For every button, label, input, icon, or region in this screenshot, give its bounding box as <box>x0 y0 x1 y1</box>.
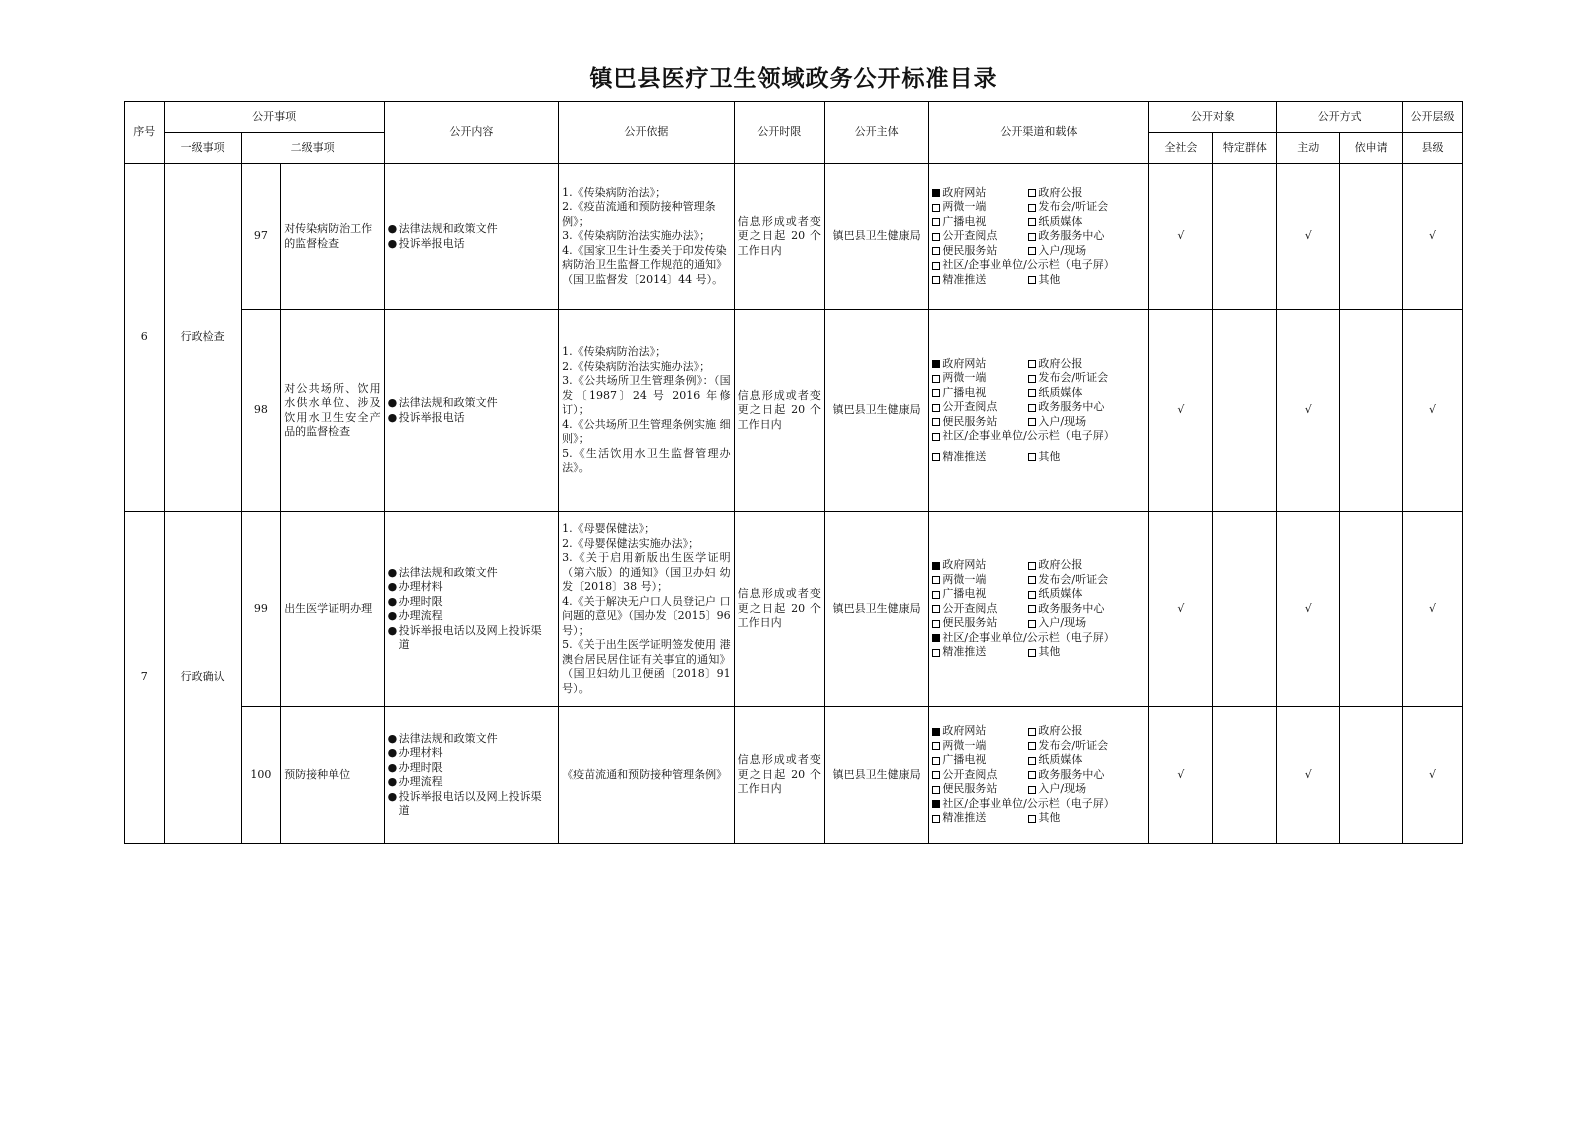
channel-checkbox: 入户/现场 <box>1028 616 1145 631</box>
channel-checkbox: 纸质媒体 <box>1028 215 1145 230</box>
header-matters: 公开事项 <box>164 102 384 133</box>
row-channels <box>929 707 1149 844</box>
row-county: √ <box>1403 707 1463 844</box>
row-all-society: √ <box>1149 512 1213 707</box>
channel-checkbox: 便民服务站 <box>932 782 1028 797</box>
checkbox-empty-icon <box>1028 360 1036 368</box>
checkbox-empty-icon <box>932 649 940 657</box>
basis-item: 2.《传染病防治法实施办法》； <box>562 359 711 373</box>
channel-checkbox: 政府公报 <box>1028 724 1145 739</box>
channel-checkbox: 发布会/听证会 <box>1028 200 1145 215</box>
page-title: 镇巴县医疗卫生领域政务公开标准目录 <box>589 65 998 92</box>
channel-checkbox: 精准推送 <box>932 273 1028 288</box>
basis-item: 3.《关于启用新版出生医学证明（第六版）的通知》（国卫办妇 幼发〔2018〕38 号）； <box>562 551 731 593</box>
row-basis <box>559 707 734 844</box>
row-number: 99 <box>241 512 281 707</box>
checkbox-empty-icon <box>1028 418 1036 426</box>
row-basis <box>559 310 734 512</box>
channel-checkbox: 政府网站 <box>932 724 1028 739</box>
content-item: ● 办理流程 <box>388 775 555 790</box>
checkbox-empty-icon <box>1028 375 1036 383</box>
basis-item: 2.《母婴保健法实施办法》； <box>562 536 700 550</box>
basis-item: 《疫苗流通和预防接种管理条例》 <box>562 767 728 781</box>
row-specific-group <box>1213 707 1277 844</box>
row-channels <box>929 310 1149 512</box>
table-row <box>125 164 1463 310</box>
channel-checkbox: 政务服务中心 <box>1028 602 1145 617</box>
header-level: 公开层级 <box>1403 102 1463 133</box>
row-on-request <box>1340 512 1403 707</box>
checkbox-checked-icon <box>932 189 940 197</box>
row-content <box>384 164 558 310</box>
channel-checkbox: 公开查阅点 <box>932 229 1028 244</box>
content-item: ● 法律法规和政策文件 <box>388 566 555 581</box>
row-county: √ <box>1403 310 1463 512</box>
channel-checkbox: 纸质媒体 <box>1028 753 1145 768</box>
row-time-limit: 信息形成或者变更之日起 20 个工作日内 <box>734 707 824 844</box>
checkbox-empty-icon <box>1028 562 1036 570</box>
checkbox-empty-icon <box>1028 453 1036 461</box>
group-seq: 6 <box>125 164 165 512</box>
channel-checkbox: 公开查阅点 <box>932 400 1028 415</box>
checkbox-empty-icon <box>932 591 940 599</box>
row-active: √ <box>1277 512 1340 707</box>
channel-checkbox: 政务服务中心 <box>1028 229 1145 244</box>
checkbox-empty-icon <box>932 605 940 613</box>
channel-checkbox: 公开查阅点 <box>932 602 1028 617</box>
header-audience: 公开对象 <box>1149 102 1277 133</box>
channel-checkbox: 政府网站 <box>932 558 1028 573</box>
checkbox-empty-icon <box>1028 620 1036 628</box>
row-level2: 对传染病防治工作的监督检查 <box>281 164 384 310</box>
content-item: ● 办理时限 <box>388 761 555 776</box>
checkbox-empty-icon <box>932 620 940 628</box>
header-seq: 序号 <box>125 102 165 164</box>
channel-checkbox: 政府公报 <box>1028 357 1145 372</box>
content-item: ● 投诉举报电话以及网上投诉渠 道 <box>388 624 555 653</box>
checkbox-empty-icon <box>932 233 940 241</box>
checkbox-empty-icon <box>1028 189 1036 197</box>
basis-item: 4.《公共场所卫生管理条例实施 细则》； <box>562 417 731 446</box>
channel-checkbox: 政府网站 <box>932 186 1028 201</box>
basis-item: 1.《传染病防治法》； <box>562 345 667 359</box>
checkbox-empty-icon <box>932 247 940 255</box>
row-all-society: √ <box>1149 164 1213 310</box>
row-subject: 镇巴县卫生健康局 <box>824 164 928 310</box>
checkbox-empty-icon <box>932 276 940 284</box>
channel-checkbox: 政务服务中心 <box>1028 768 1145 783</box>
channel-checkbox: 广播电视 <box>932 215 1028 230</box>
content-item: ● 法律法规和政策文件 <box>388 396 555 411</box>
channel-checkbox: 社区/企事业单位/公示栏（电子屏） <box>932 797 1145 812</box>
row-specific-group <box>1213 164 1277 310</box>
channel-checkbox: 政务服务中心 <box>1028 400 1145 415</box>
checkbox-empty-icon <box>932 786 940 794</box>
content-item: ● 投诉举报电话 <box>388 237 555 252</box>
channel-checkbox: 社区/企事业单位/公示栏（电子屏） <box>932 258 1145 273</box>
row-county: √ <box>1403 164 1463 310</box>
checkbox-empty-icon <box>932 218 940 226</box>
group-seq: 7 <box>125 512 165 844</box>
row-all-society: √ <box>1149 707 1213 844</box>
channel-checkbox: 发布会/听证会 <box>1028 739 1145 754</box>
checkbox-empty-icon <box>932 433 940 441</box>
channel-checkbox: 发布会/听证会 <box>1028 573 1145 588</box>
content-item: ● 办理材料 <box>388 580 555 595</box>
checkbox-empty-icon <box>1028 591 1036 599</box>
content-item: ● 投诉举报电话以及网上投诉渠 道 <box>388 790 555 819</box>
checkbox-empty-icon <box>1028 218 1036 226</box>
content-item: ● 法律法规和政策文件 <box>388 222 555 237</box>
channel-checkbox: 其他 <box>1028 811 1145 826</box>
table-row <box>125 310 1463 512</box>
table-row <box>125 707 1463 844</box>
channel-checkbox: 公开查阅点 <box>932 768 1028 783</box>
header-subject: 公开主体 <box>824 102 928 164</box>
checkbox-checked-icon <box>932 360 940 368</box>
checkbox-checked-icon <box>932 634 940 642</box>
channel-checkbox: 其他 <box>1028 273 1145 288</box>
channel-checkbox: 纸质媒体 <box>1028 386 1145 401</box>
header-active: 主动 <box>1277 133 1340 164</box>
row-level2: 出生医学证明办理 <box>281 512 384 707</box>
content-item: ● 办理材料 <box>388 746 555 761</box>
header-basis: 公开依据 <box>559 102 734 164</box>
checkbox-empty-icon <box>1028 757 1036 765</box>
row-on-request <box>1340 310 1403 512</box>
channel-checkbox: 便民服务站 <box>932 616 1028 631</box>
row-basis <box>559 512 734 707</box>
checkbox-checked-icon <box>932 800 940 808</box>
basis-item: 1.《传染病防治法》； <box>562 185 667 199</box>
channel-checkbox: 入户/现场 <box>1028 415 1145 430</box>
channel-checkbox: 广播电视 <box>932 587 1028 602</box>
row-basis <box>559 164 734 310</box>
channel-checkbox: 便民服务站 <box>932 415 1028 430</box>
channel-checkbox: 其他 <box>1028 645 1145 660</box>
header-on-request: 依申请 <box>1340 133 1403 164</box>
row-channels <box>929 164 1149 310</box>
row-number: 98 <box>241 310 281 512</box>
basis-item: 4.《关于解决无户口人员登记户 口问题的意见》（国办发〔2015〕96 号）； <box>562 594 731 637</box>
checkbox-empty-icon <box>1028 605 1036 613</box>
channel-checkbox: 两微一端 <box>932 371 1028 386</box>
row-county: √ <box>1403 512 1463 707</box>
content-item: ● 投诉举报电话 <box>388 411 555 426</box>
channel-checkbox: 广播电视 <box>932 753 1028 768</box>
header-method: 公开方式 <box>1277 102 1403 133</box>
checkbox-empty-icon <box>1028 649 1036 657</box>
row-subject: 镇巴县卫生健康局 <box>824 512 928 707</box>
group-level1: 行政检查 <box>164 164 241 512</box>
channel-checkbox: 其他 <box>1028 450 1145 465</box>
checkbox-empty-icon <box>932 576 940 584</box>
checkbox-empty-icon <box>1028 786 1036 794</box>
checkbox-empty-icon <box>932 815 940 823</box>
basis-item: 4.《国家卫生计生委关于印发传染病防治卫生监督工作规范的通知》（国卫监督发〔2014〕44 号）。 <box>562 243 728 286</box>
row-active: √ <box>1277 164 1340 310</box>
checkbox-empty-icon <box>1028 742 1036 750</box>
basis-item: 5.《关于出生医学证明签发使用 港澳台居民居住证有关事宜的通知》（国卫妇幼儿卫便函〔2018〕91 号）。 <box>562 638 731 695</box>
row-content <box>384 512 558 707</box>
content-item: ● 办理时限 <box>388 595 555 610</box>
checkbox-empty-icon <box>932 418 940 426</box>
channel-checkbox: 纸质媒体 <box>1028 587 1145 602</box>
content-item: ● 法律法规和政策文件 <box>388 732 555 747</box>
checkbox-empty-icon <box>1028 204 1036 212</box>
row-on-request <box>1340 164 1403 310</box>
channel-checkbox: 精准推送 <box>932 811 1028 826</box>
header-all-society: 全社会 <box>1149 133 1213 164</box>
row-time-limit: 信息形成或者变更之日起 20 个工作日内 <box>734 310 824 512</box>
channel-checkbox: 政府公报 <box>1028 186 1145 201</box>
channel-checkbox: 广播电视 <box>932 386 1028 401</box>
row-number: 100 <box>241 707 281 844</box>
checkbox-empty-icon <box>932 757 940 765</box>
catalog-table <box>124 101 1463 844</box>
row-specific-group <box>1213 310 1277 512</box>
checkbox-empty-icon <box>1028 815 1036 823</box>
basis-item: 3.《公共场所卫生管理条例》：（国发〔1987〕24 号 2016 年修 订）； <box>562 374 731 417</box>
header-level2: 二级事项 <box>241 133 384 164</box>
row-subject: 镇巴县卫生健康局 <box>824 707 928 844</box>
checkbox-empty-icon <box>932 204 940 212</box>
table-row <box>125 512 1463 707</box>
row-all-society: √ <box>1149 310 1213 512</box>
checkbox-empty-icon <box>932 742 940 750</box>
checkbox-empty-icon <box>932 453 940 461</box>
row-on-request <box>1340 707 1403 844</box>
row-content <box>384 310 558 512</box>
channel-checkbox: 两微一端 <box>932 573 1028 588</box>
checkbox-empty-icon <box>932 375 940 383</box>
row-subject: 镇巴县卫生健康局 <box>824 310 928 512</box>
basis-item: 3.《传染病防治法实施办法》； <box>562 229 711 243</box>
header-level1: 一级事项 <box>164 133 241 164</box>
checkbox-checked-icon <box>932 728 940 736</box>
header-county: 县级 <box>1403 133 1463 164</box>
row-number: 97 <box>241 164 281 310</box>
channel-checkbox: 入户/现场 <box>1028 782 1145 797</box>
checkbox-empty-icon <box>932 262 940 270</box>
header-time-limit: 公开时限 <box>734 102 824 164</box>
row-level2: 对公共场所、饮用水供水单位、涉及饮用水卫生安全产品的监督检查 <box>281 310 384 512</box>
row-content <box>384 707 558 844</box>
checkbox-empty-icon <box>1028 404 1036 412</box>
basis-item: 1.《母婴保健法》； <box>562 522 656 535</box>
row-channels <box>929 512 1149 707</box>
content-item: ● 办理流程 <box>388 609 555 624</box>
channel-checkbox: 入户/现场 <box>1028 244 1145 259</box>
checkbox-empty-icon <box>1028 771 1036 779</box>
checkbox-empty-icon <box>932 389 940 397</box>
channel-checkbox: 精准推送 <box>932 450 1028 465</box>
header-channels: 公开渠道和载体 <box>929 102 1149 164</box>
channel-checkbox: 社区/企事业单位/公示栏（电子屏） <box>932 631 1145 646</box>
header-row-1 <box>125 102 1463 133</box>
row-active: √ <box>1277 707 1340 844</box>
group-level1: 行政确认 <box>164 512 241 844</box>
row-level2: 预防接种单位 <box>281 707 384 844</box>
checkbox-checked-icon <box>932 562 940 570</box>
row-time-limit: 信息形成或者变更之日起 20 个工作日内 <box>734 164 824 310</box>
channel-checkbox: 精准推送 <box>932 645 1028 660</box>
row-active: √ <box>1277 310 1340 512</box>
channel-checkbox: 两微一端 <box>932 739 1028 754</box>
checkbox-empty-icon <box>1028 233 1036 241</box>
basis-item: 2.《疫苗流通和预防接种管理条例》； <box>562 200 716 228</box>
checkbox-empty-icon <box>1028 728 1036 736</box>
row-specific-group <box>1213 512 1277 707</box>
checkbox-empty-icon <box>1028 576 1036 584</box>
checkbox-empty-icon <box>1028 247 1036 255</box>
header-specific-group: 特定群体 <box>1213 133 1277 164</box>
channel-checkbox: 政府网站 <box>932 357 1028 372</box>
channel-checkbox: 社区/企事业单位/公示栏（电子屏） <box>932 429 1145 444</box>
header-content: 公开内容 <box>384 102 558 164</box>
channel-checkbox: 两微一端 <box>932 200 1028 215</box>
channel-checkbox: 政府公报 <box>1028 558 1145 573</box>
checkbox-empty-icon <box>1028 276 1036 284</box>
checkbox-empty-icon <box>932 771 940 779</box>
row-time-limit: 信息形成或者变更之日起 20 个工作日内 <box>734 512 824 707</box>
channel-checkbox: 发布会/听证会 <box>1028 371 1145 386</box>
channel-checkbox: 便民服务站 <box>932 244 1028 259</box>
basis-item: 5.《生活饮用水卫生监督管理办法》。 <box>562 446 731 475</box>
checkbox-empty-icon <box>1028 389 1036 397</box>
checkbox-empty-icon <box>932 404 940 412</box>
